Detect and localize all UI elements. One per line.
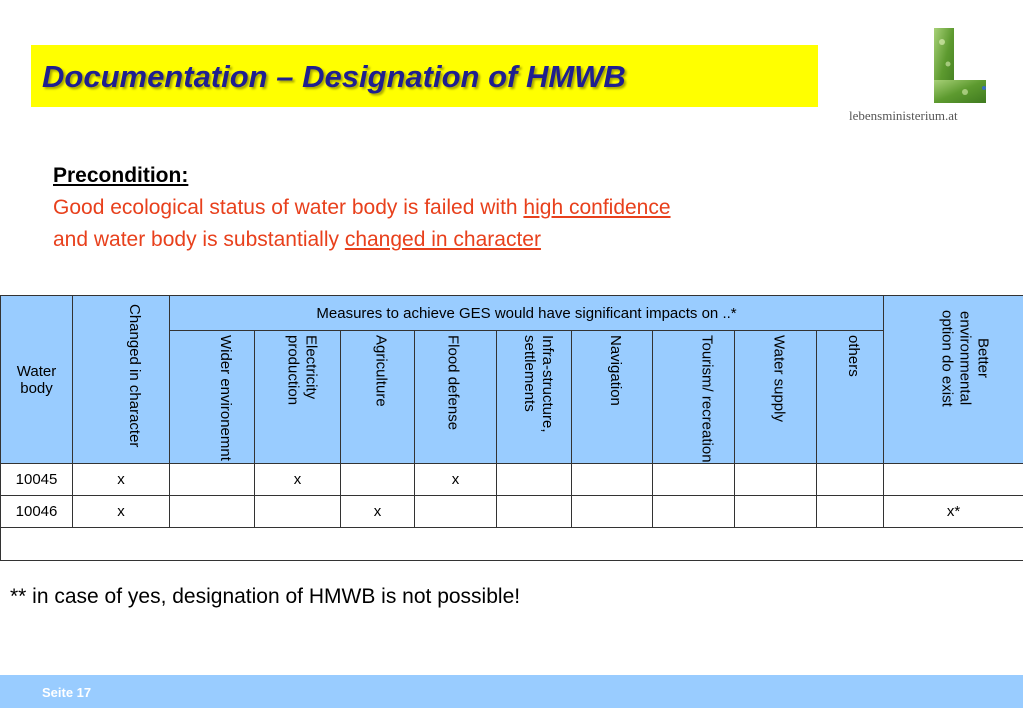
cell-water-body-id: 10045 [1, 464, 73, 496]
cell-better [884, 464, 1023, 496]
table-row [1, 464, 1023, 496]
cell-changed: x [73, 464, 170, 496]
changed-in-character-text: changed in character [344, 228, 541, 251]
cell-infra [497, 496, 572, 528]
hmwb-table [0, 295, 1023, 561]
logo-caption: lebensministerium.at [849, 108, 958, 123]
cell-agriculture: x [341, 496, 415, 528]
cell-others [817, 496, 884, 528]
cell-flood: x [415, 464, 497, 496]
header-infrastructure-settlements: Infra-structure, settlements [497, 331, 572, 464]
header-water-supply: Water supply [735, 331, 817, 464]
high-confidence-text: high confidence [523, 196, 671, 219]
cell-water-supply [735, 496, 817, 528]
header-better-option: Better environmental option do exist [884, 296, 1023, 464]
header-flood-defense: Flood defense [415, 331, 497, 464]
table-row-empty [1, 528, 1023, 561]
title-bar [31, 45, 818, 107]
header-tourism-recreation: Tourism/ recreation [653, 331, 735, 464]
empty-cell [1, 528, 1023, 561]
cell-electricity [255, 496, 341, 528]
cell-tourism [653, 496, 735, 528]
header-electricity-production: Electricity production [255, 331, 341, 464]
precondition-heading: Precondition: [53, 164, 189, 187]
header-agriculture: Agriculture [341, 331, 415, 464]
cell-wider [170, 464, 255, 496]
header-water-body: Water body [1, 296, 73, 464]
header-others: others [817, 331, 884, 464]
header-changed-in-character: Changed in character [73, 296, 170, 464]
page-title: Documentation – Designation of HMWB [42, 59, 626, 94]
cell-navigation [572, 464, 653, 496]
precondition-line-2: and water body is substantially changed in character [53, 228, 541, 251]
cell-water-supply [735, 464, 817, 496]
footnote: ** in case of yes, designation of HMWB is not possible! [10, 585, 521, 608]
cell-infra [497, 464, 572, 496]
precondition-block [53, 160, 671, 256]
cell-electricity: x [255, 464, 341, 496]
header-measures-group: Measures to achieve GES would have significant impacts on ..* [170, 296, 884, 331]
cell-tourism [653, 464, 735, 496]
table-row [1, 496, 1023, 528]
header-wider-environment: Wider environemnt [170, 331, 255, 464]
precondition-line-1: Good ecological status of water body is failed with high confidence [53, 196, 671, 219]
footer-bar [0, 675, 1023, 708]
cell-agriculture [341, 464, 415, 496]
page-number: Seite 17 [42, 685, 92, 700]
cell-water-body-id: 10046 [1, 496, 73, 528]
cell-others [817, 464, 884, 496]
header-navigation: Navigation [572, 331, 653, 464]
cell-better: x* [884, 496, 1023, 528]
cell-wider [170, 496, 255, 528]
cell-flood [415, 496, 497, 528]
cell-changed: x [73, 496, 170, 528]
cell-navigation [572, 496, 653, 528]
